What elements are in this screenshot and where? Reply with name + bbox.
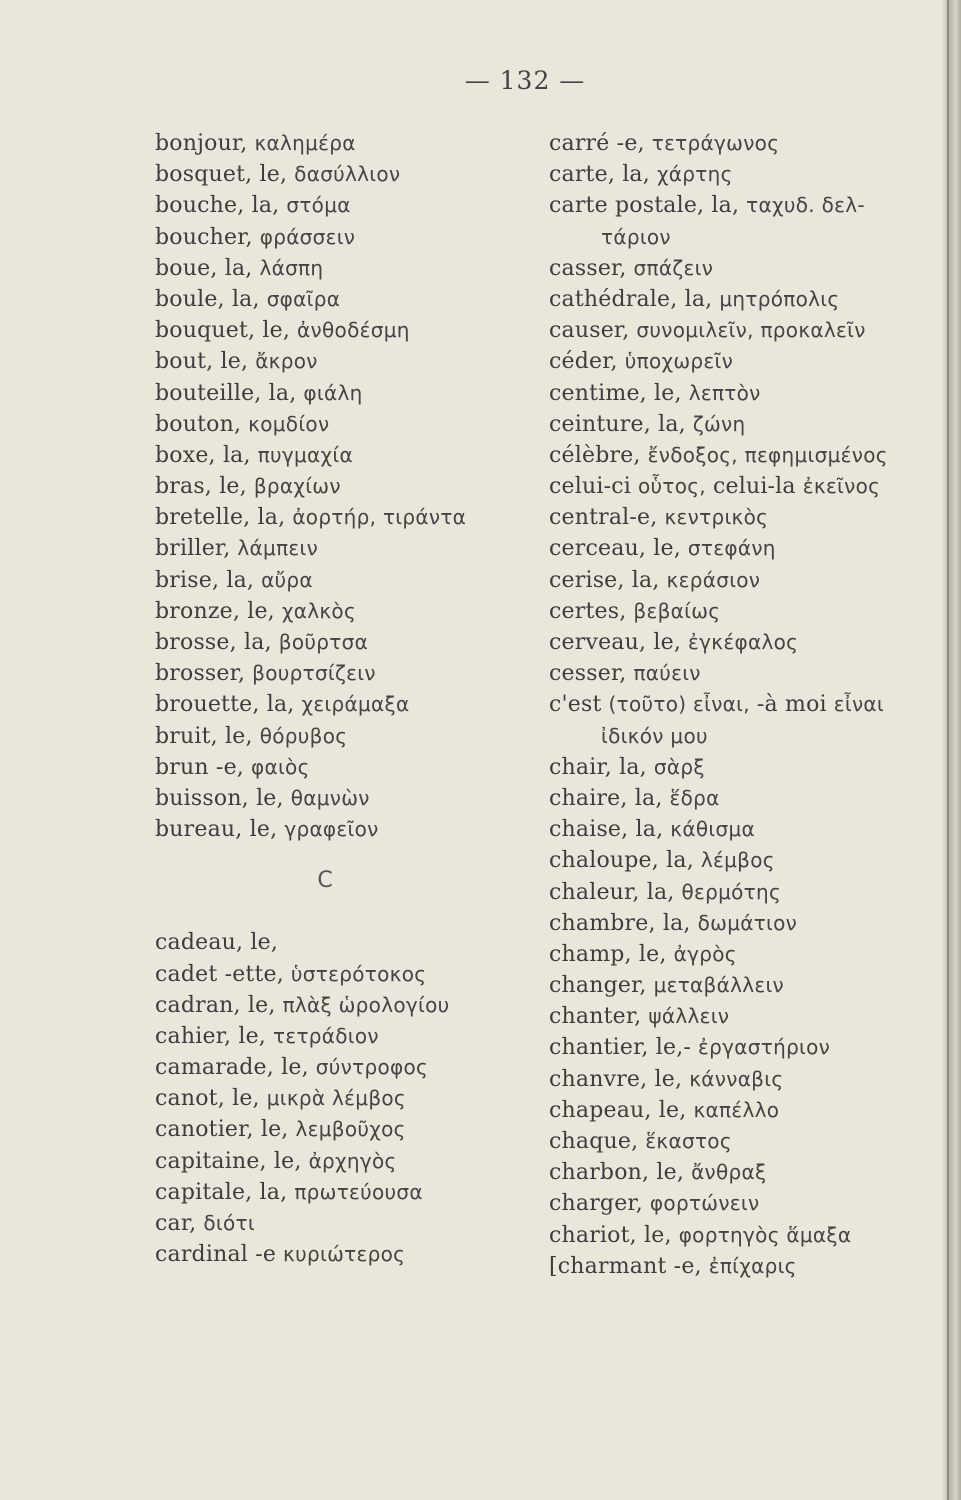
greek-translation: βοῦρτσα — [278, 630, 369, 654]
dictionary-entry — [155, 440, 515, 471]
french-term: céder, — [549, 349, 618, 375]
french-term: cadet -ette, — [155, 961, 284, 987]
dictionary-entry — [549, 845, 929, 876]
french-term: chaloupe, la, — [549, 848, 694, 874]
greek-translation: ἐκεῖνος — [802, 474, 881, 499]
french-term: chariot, le, — [549, 1222, 672, 1248]
greek-translation: ἄνθραξ — [691, 1160, 767, 1185]
french-term: bruit, le, — [155, 723, 253, 749]
greek-translation: χειράμαξα — [301, 692, 410, 717]
dictionary-entry — [155, 752, 515, 783]
section-letter-heading: C — [317, 868, 333, 894]
greek-translation: ἐργαστήριον — [698, 1035, 831, 1060]
greek-translation: στόμα — [286, 193, 351, 218]
french-term: carré -e, — [549, 131, 645, 156]
greek-translation: λέμβος — [700, 848, 775, 873]
dictionary-entry — [549, 190, 929, 221]
dictionary-entry — [549, 1188, 929, 1219]
dictionary-entry — [549, 721, 929, 752]
french-term: cathédrale, la, — [549, 286, 713, 312]
dictionary-entry — [155, 1146, 515, 1177]
french-term: c'est — [549, 692, 602, 718]
greek-translation: φορτώνειν — [649, 1191, 760, 1216]
french-term: bonjour, — [155, 131, 248, 156]
dictionary-entry — [549, 159, 929, 190]
french-term: bureau, le, — [155, 817, 278, 843]
french-term: bosquet, le, — [155, 162, 288, 188]
greek-translation: βεβαίως — [633, 598, 721, 623]
greek-translation: τάριον — [601, 224, 671, 249]
greek-translation: λάμπειν — [237, 536, 319, 561]
page-edge-shadow — [943, 0, 961, 1500]
dictionary-entry — [549, 253, 929, 284]
french-term: chaque, — [549, 1129, 639, 1154]
dictionary-entry — [155, 190, 515, 221]
greek-translation: κεντρικὸς — [664, 505, 769, 530]
greek-translation: χαλκὸς — [281, 598, 356, 623]
greek-translation: φιάλη — [303, 380, 363, 405]
greek-translation: βραχίων — [253, 474, 341, 499]
french-term: chair, la, — [549, 754, 647, 780]
french-term: cahier, le, — [155, 1023, 266, 1049]
dictionary-entry — [549, 1001, 929, 1032]
greek-translation: ἕκαστος — [645, 1129, 732, 1153]
dictionary-entry — [155, 284, 515, 315]
dictionary-entry — [549, 409, 929, 440]
greek-translation: πρωτεύουσα — [294, 1179, 423, 1204]
greek-translation: συνομιλεῖν, προκαλεῖν — [636, 318, 866, 343]
greek-translation: οὗτος, — [637, 474, 706, 499]
french-term: canot, le, — [155, 1086, 260, 1112]
french-term: charger, — [549, 1191, 643, 1217]
french-term: brouette, la, — [155, 692, 295, 718]
greek-translation: γραφεῖον — [284, 817, 379, 842]
greek-translation: φράσσειν — [259, 224, 356, 249]
french-term: chanter, — [549, 1004, 642, 1030]
greek-translation: φορτηγὸς ἅμαξα — [678, 1222, 852, 1247]
french-term: bouche, la, — [155, 193, 280, 219]
french-term: camarade, le, — [155, 1055, 309, 1081]
greek-translation: ἐπίχαρις — [708, 1253, 797, 1278]
greek-translation: ἔνδοξος, πεφημισμένος — [647, 442, 888, 467]
dictionary-entry — [155, 1208, 515, 1239]
greek-translation: κεράσιον — [666, 567, 761, 592]
french-term: brun -e, — [155, 754, 244, 780]
right-column — [549, 128, 929, 1282]
french-term: boue, la, — [155, 255, 253, 281]
dictionary-entry — [155, 927, 515, 958]
dictionary-entry — [549, 908, 929, 939]
dictionary-entry — [155, 1021, 515, 1052]
french-term: car, — [155, 1211, 197, 1236]
greek-translation: σφαῖρα — [266, 286, 341, 311]
french-term: chaleur, la, — [549, 879, 675, 905]
dictionary-entry — [549, 1095, 929, 1126]
greek-translation: ἀγρὸς — [673, 941, 737, 966]
dictionary-entry — [155, 1177, 515, 1208]
dictionary-entry — [549, 1126, 929, 1157]
french-term: certes, — [549, 598, 627, 624]
page-number: — 132 — — [464, 66, 586, 95]
dictionary-entry — [549, 315, 929, 346]
french-term: chambre, la, — [549, 910, 691, 936]
dictionary-entry — [155, 222, 515, 253]
french-term: brise, la, — [155, 567, 255, 593]
greek-translation: ἄκρον — [255, 349, 318, 374]
greek-translation: θερμότης — [681, 879, 782, 904]
dictionary-entry — [155, 409, 515, 440]
french-term: carte postale, la, — [549, 193, 740, 219]
greek-translation: εἶναι — [833, 692, 884, 717]
greek-translation: κομδίον — [248, 411, 330, 436]
french-term: bouquet, le, — [155, 318, 291, 344]
greek-translation: ἕδρα — [669, 785, 720, 810]
dictionary-entry — [155, 253, 515, 284]
dictionary-entry — [155, 658, 515, 689]
dictionary-entry — [549, 128, 929, 159]
dictionary-entry — [155, 533, 515, 564]
french-term: capitale, la, — [155, 1179, 288, 1205]
french-term: boxe, la, — [155, 442, 251, 468]
french-term: causer, — [549, 318, 630, 344]
dictionary-entry — [549, 658, 929, 689]
french-term: casser, — [549, 255, 627, 281]
dictionary-entry — [155, 596, 515, 627]
dictionary-entry — [549, 346, 929, 377]
greek-translation: διότι — [203, 1211, 255, 1235]
dictionary-entry — [549, 284, 929, 315]
greek-translation: ἰδικόν μου — [601, 723, 708, 748]
dictionary-entry — [155, 1083, 515, 1114]
french-term: capitaine, le, — [155, 1148, 302, 1174]
dictionary-entry — [155, 721, 515, 752]
greek-translation: ἀορτήρ, τιράντα — [292, 505, 467, 530]
greek-translation: πλὰξ ὡρολογίου — [282, 992, 450, 1017]
french-term: buisson, le, — [155, 785, 284, 811]
greek-translation: ἀρχηγὸς — [308, 1148, 397, 1173]
dictionary-entry — [155, 783, 515, 814]
dictionary-entry — [549, 596, 929, 627]
french-term: cadran, le, — [155, 992, 276, 1018]
dictionary-entry — [549, 1251, 929, 1282]
greek-translation: μητρόπολις — [719, 286, 840, 311]
dictionary-entry — [155, 1114, 515, 1145]
french-term: central-e, — [549, 505, 658, 531]
dictionary-entry — [155, 565, 515, 596]
dictionary-entry — [155, 128, 515, 159]
french-term: -à moi — [756, 692, 827, 718]
french-term: cadeau, le, — [155, 930, 279, 956]
greek-translation: φαιὸς — [250, 754, 310, 779]
french-term: bras, le, — [155, 474, 247, 500]
french-term: [charmant -e, — [549, 1253, 702, 1279]
greek-translation: ζώνη — [692, 411, 746, 436]
french-term: célèbre, — [549, 442, 641, 468]
greek-translation: ταχυδ. δελ- — [746, 193, 865, 218]
greek-translation: μικρὰ λέμβος — [266, 1086, 406, 1111]
greek-translation: κάθισμα — [670, 817, 755, 842]
dictionary-entry — [549, 939, 929, 970]
french-term: charbon, le, — [549, 1160, 685, 1186]
greek-translation: σπάζειν — [633, 255, 714, 280]
dictionary-entry — [155, 1239, 515, 1270]
greek-translation: δωμάτιον — [697, 910, 798, 935]
greek-translation: καλημέρα — [254, 131, 356, 155]
greek-translation: ὑποχωρεῖν — [624, 349, 734, 374]
dictionary-entry — [549, 783, 929, 814]
dictionary-entry — [155, 378, 515, 409]
greek-translation: θόρυβος — [259, 723, 348, 748]
greek-translation: ὑστερότοκος — [290, 961, 427, 986]
french-term: chapeau, le, — [549, 1097, 687, 1123]
greek-translation: κυριώτερος — [283, 1242, 406, 1267]
french-term: chaise, la, — [549, 817, 664, 843]
dictionary-entry — [155, 689, 515, 720]
french-term: champ, le, — [549, 941, 667, 967]
dictionary-entry — [549, 378, 929, 409]
french-term: chantier, le,- — [549, 1035, 692, 1061]
greek-translation: πυγμαχία — [257, 442, 353, 467]
french-term: bronze, le, — [155, 598, 275, 624]
greek-translation: λάσπη — [259, 255, 324, 280]
dictionary-entry — [155, 959, 515, 990]
dictionary-entry — [155, 471, 515, 502]
french-term: cerceau, le, — [549, 536, 681, 562]
greek-translation: τετράδιον — [273, 1023, 379, 1048]
dictionary-entry — [155, 159, 515, 190]
french-term: bretelle, la, — [155, 505, 286, 531]
french-term: cardinal -e — [155, 1242, 277, 1268]
greek-translation: λεμβοῦχος — [295, 1117, 406, 1142]
dictionary-entry — [155, 990, 515, 1021]
greek-translation: παύειν — [633, 661, 701, 686]
greek-translation: κάνναβις — [689, 1066, 784, 1091]
greek-translation: λεπτὸν — [688, 380, 761, 405]
dictionary-entry — [155, 315, 515, 346]
greek-translation: ἐγκέφαλος — [688, 630, 799, 654]
greek-translation: θαμνὼν — [290, 785, 370, 810]
dictionary-entry — [549, 533, 929, 564]
dictionary-entry — [155, 346, 515, 377]
left-column — [155, 128, 515, 1270]
greek-translation: δασύλλιον — [294, 162, 401, 187]
greek-translation: (τοῦτο) εἶναι, — [608, 692, 750, 717]
greek-translation: ψάλλειν — [648, 1004, 730, 1029]
greek-translation: σύντροφος — [315, 1055, 429, 1080]
dictionary-entry — [549, 1220, 929, 1251]
french-term: chanvre, le, — [549, 1066, 683, 1092]
french-term: cerveau, le, — [549, 630, 682, 655]
greek-translation: χάρτης — [656, 162, 733, 187]
greek-translation: βουρτσίζειν — [252, 661, 376, 686]
dictionary-entry — [549, 222, 929, 253]
dictionary-entry — [549, 1064, 929, 1095]
dictionary-entry — [549, 752, 929, 783]
french-term: brosse, la, — [155, 630, 272, 655]
dictionary-entry — [549, 814, 929, 845]
dictionary-entry — [549, 689, 929, 720]
greek-translation: ἀνθοδέσμη — [297, 318, 410, 343]
french-term: cerise, la, — [549, 567, 660, 593]
dictionary-entry — [549, 440, 929, 471]
french-term: celui-ci — [549, 474, 631, 500]
greek-translation: στεφάνη — [687, 536, 776, 561]
french-term: canotier, le, — [155, 1117, 289, 1143]
dictionary-entry — [549, 877, 929, 908]
french-term: bout, le, — [155, 349, 249, 375]
french-term: centime, le, — [549, 380, 682, 406]
french-term: celui-la — [712, 474, 796, 500]
french-term: bouton, — [155, 411, 242, 437]
french-term: bouteille, la, — [155, 380, 297, 406]
dictionary-entry — [155, 502, 515, 533]
french-term: carte, la, — [549, 162, 650, 188]
dictionary-entry — [155, 627, 515, 658]
french-term: boucher, — [155, 224, 253, 250]
french-term: ceinture, la, — [549, 411, 686, 437]
greek-translation: αὔρα — [261, 567, 313, 592]
greek-translation: μεταβάλλειν — [653, 973, 785, 998]
dictionary-entry — [155, 1052, 515, 1083]
french-term: chaire, la, — [549, 785, 663, 811]
page-edge-line — [947, 0, 949, 1500]
greek-translation: σὰρξ — [653, 754, 705, 779]
french-term: cesser, — [549, 661, 627, 687]
french-term: brosser, — [155, 661, 246, 687]
greek-translation: τετράγωνος — [651, 131, 780, 155]
dictionary-entry — [549, 627, 929, 658]
dictionary-entry — [549, 1157, 929, 1188]
french-term: changer, — [549, 973, 647, 999]
greek-translation: καπέλλο — [693, 1097, 780, 1122]
dictionary-entry — [549, 565, 929, 596]
dictionary-entry — [549, 970, 929, 1001]
dictionary-entry — [155, 814, 515, 845]
dictionary-entry — [549, 502, 929, 533]
french-term: boule, la, — [155, 286, 260, 312]
dictionary-entry — [549, 1032, 929, 1063]
french-term: briller, — [155, 536, 231, 562]
dictionary-entry — [549, 471, 929, 502]
